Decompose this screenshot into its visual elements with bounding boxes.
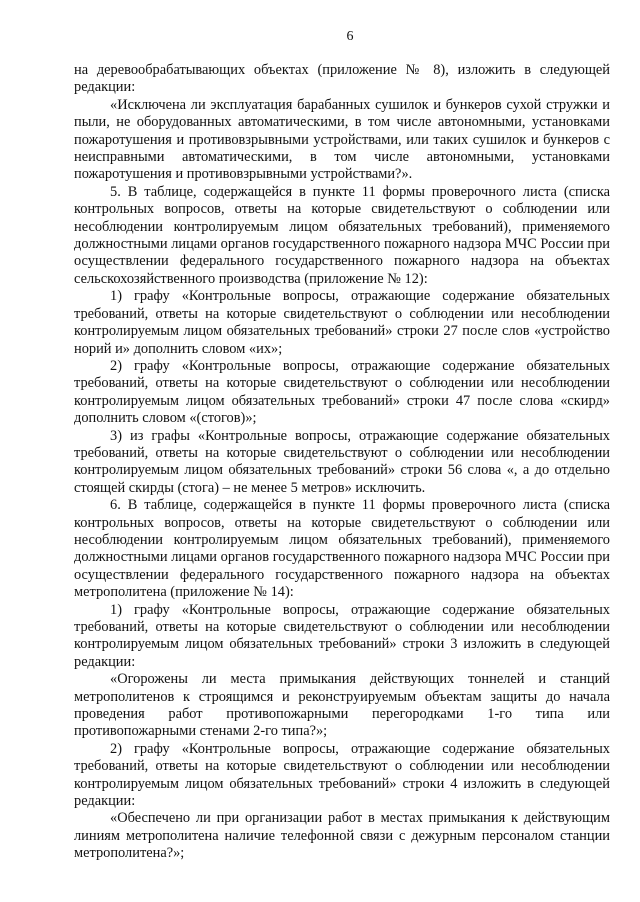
paragraph-quote-dryers: «Исключена ли эксплуатация барабанных сушилок и бункеров сухой стружки и пыли, не оборудованных автоматическими, в том числе автономными, установками пожаротушения и противовзрывными устройствами, или таких сушилок и бункеров с неисправными автоматическими, в том числе автономными, установками пожаротушения и противовзрывными устройствами?». [74, 96, 610, 183]
paragraph-item-6-1: 1) графу «Контрольные вопросы, отражающие содержание обязательных требований, ответы на которые свидетельствуют о соблюдении или несоблюдении контролируемым лицом обязательных требований» строки 3 изложить в следующей редакции: [74, 601, 610, 670]
paragraph-quote-tunnels: «Огорожены ли места примыкания действующих тоннелей и станций метрополитенов к строящимся и реконструируемым объектам защиты до начала проведения работ противопожарными перегородками 1-го типа или противопожарными стенами 2-го типа?»; [74, 671, 610, 740]
paragraph-item-6-2: 2) графу «Контрольные вопросы, отражающие содержание обязательных требований, ответы на которые свидетельствуют о соблюдении или несоблюдении контролируемым лицом обязательных требований» строки 4 изложить в следующей редакции: [74, 740, 610, 810]
paragraph-item-5-2: 2) графу «Контрольные вопросы, отражающие содержание обязательных требований, ответы на которые свидетельствуют о соблюдении или несоблюдении контролируемым лицом обязательных требований» строки 47 после слова «скирд» дополнить словом «(стогов)»; [74, 357, 610, 427]
paragraph-item-5: 5. В таблице, содержащейся в пункте 11 формы проверочного листа (списка контрольных вопросов, ответы на которые свидетельствуют о соблюдении или несоблюдении контролируемым лицом обязательных требований), применяемого должностными лицами органов государственного пожарного надзора МЧС России при осуществлении федерального государственного пожарного надзора на объектах сельскохозяйственного производства (приложение № 12): [74, 183, 610, 287]
paragraph-item-5-3: 3) из графы «Контрольные вопросы, отражающие содержание обязательных требований, ответы на которые свидетельствуют о соблюдении или несоблюдении контролируемым лицом обязательных требований» строки 56 слова «, а до отдельно стоящей скирды (стога) – не менее 5 метров» исключить. [74, 427, 610, 496]
paragraph-quote-telephone: «Обеспечено ли при организации работ в местах примыкания к действующим линиям метрополитена наличие телефонной связи с дежурным персоналом станции метрополитена?»; [74, 810, 610, 862]
paragraph-item-6: 6. В таблице, содержащейся в пункте 11 формы проверочного листа (списка контрольных вопросов, ответы на которые свидетельствуют о соблюдении или несоблюдении контролируемым лицом обязательных требований), применяемого должностными лицами органов государственного пожарного надзора МЧС России при осуществлении федерального государственного пожарного надзора на объектах метрополитена (приложение № 14): [74, 497, 610, 601]
paragraph-continuation: на деревообрабатывающих объектах (приложение № 8), изложить в следующей редакции: [74, 62, 610, 96]
paragraph-item-5-1: 1) графу «Контрольные вопросы, отражающие содержание обязательных требований, ответы на которые свидетельствуют о соблюдении или несоблюдении контролируемым лицом обязательных требований» строки 27 после слов «устройство норий и» дополнить словом «их»; [74, 288, 610, 357]
page-number: 6 [346, 29, 354, 44]
